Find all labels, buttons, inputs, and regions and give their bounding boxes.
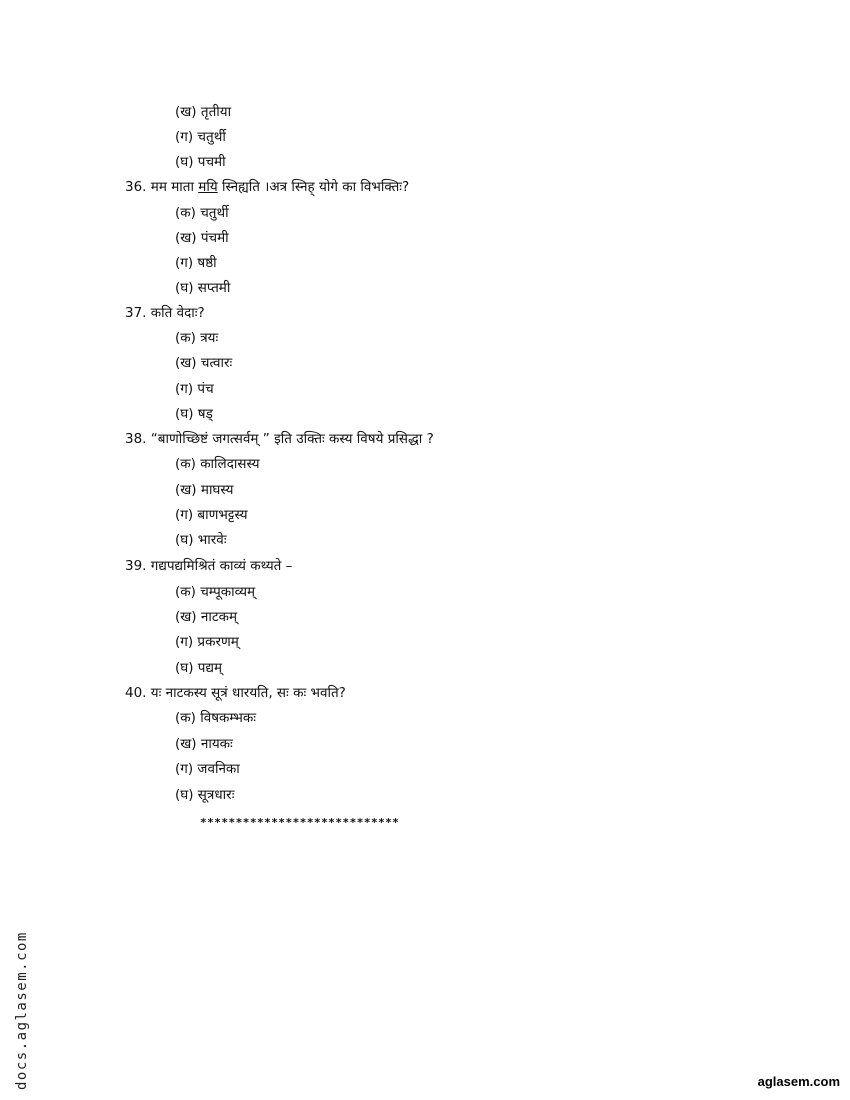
option-line: (घ) पद्यम् (175, 660, 223, 676)
option-line: (क) चतुर्थी (175, 205, 229, 221)
question-38: 38. “बाणोच्छिष्टं जगत्सर्वम् ” इति उक्तिः कस्य विषये प्रसिद्धा ? (125, 431, 434, 447)
option-line: (क) विषकम्भकः (175, 710, 257, 726)
option-line: (घ) भारवेः (175, 532, 227, 548)
end-of-paper-marker: **************************** (200, 816, 400, 829)
question-36 (125, 178, 409, 196)
option-line: (घ) सूत्रधारः (175, 787, 235, 803)
side-watermark: docs.aglasem.com (14, 931, 30, 1090)
option-line: (ख) तृतीया (175, 104, 232, 120)
option-line: (ख) पंचमी (175, 230, 229, 246)
option-line: (क) चम्पूकाव्यम् (175, 584, 256, 600)
question-37: 37. कति वेदाः? (125, 305, 205, 321)
option-line: (ग) प्रकरणम् (175, 634, 239, 650)
option-line: (ग) बाणभट्टस्य (175, 507, 248, 523)
question-40: 40. यः नाटकस्य सूत्रं धारयति, सः कः भवति? (125, 685, 346, 701)
option-line: (ग) पंच (175, 381, 214, 397)
option-line: (ख) नाटकम् (175, 609, 238, 625)
option-line: (घ) षड् (175, 406, 213, 422)
option-line: (ख) नायकः (175, 736, 233, 752)
option-line: (ग) चतुर्थी (175, 129, 226, 145)
option-line: (ख) माघस्य (175, 482, 234, 498)
question-text: 36. मम माता (125, 179, 199, 195)
option-line: (क) कालिदासस्य (175, 456, 260, 472)
option-line: (ग) षष्ठी (175, 255, 217, 271)
option-line: (ग) जवनिका (175, 761, 240, 777)
footer-brand: aglasem.com (757, 1074, 840, 1089)
question-text: स्निह्यति ।अत्र स्निह् योगे का विभक्तिः? (217, 179, 410, 195)
option-line: (क) त्रयः (175, 330, 219, 346)
question-39: 39. गद्यपद्यमिश्रितं काव्यं कथ्यते – (125, 558, 293, 574)
option-line: (घ) पचमी (175, 154, 226, 170)
underlined-word: मयि (198, 179, 218, 195)
option-line: (घ) सप्तमी (175, 280, 231, 296)
option-line: (ख) चत्वारः (175, 355, 233, 371)
